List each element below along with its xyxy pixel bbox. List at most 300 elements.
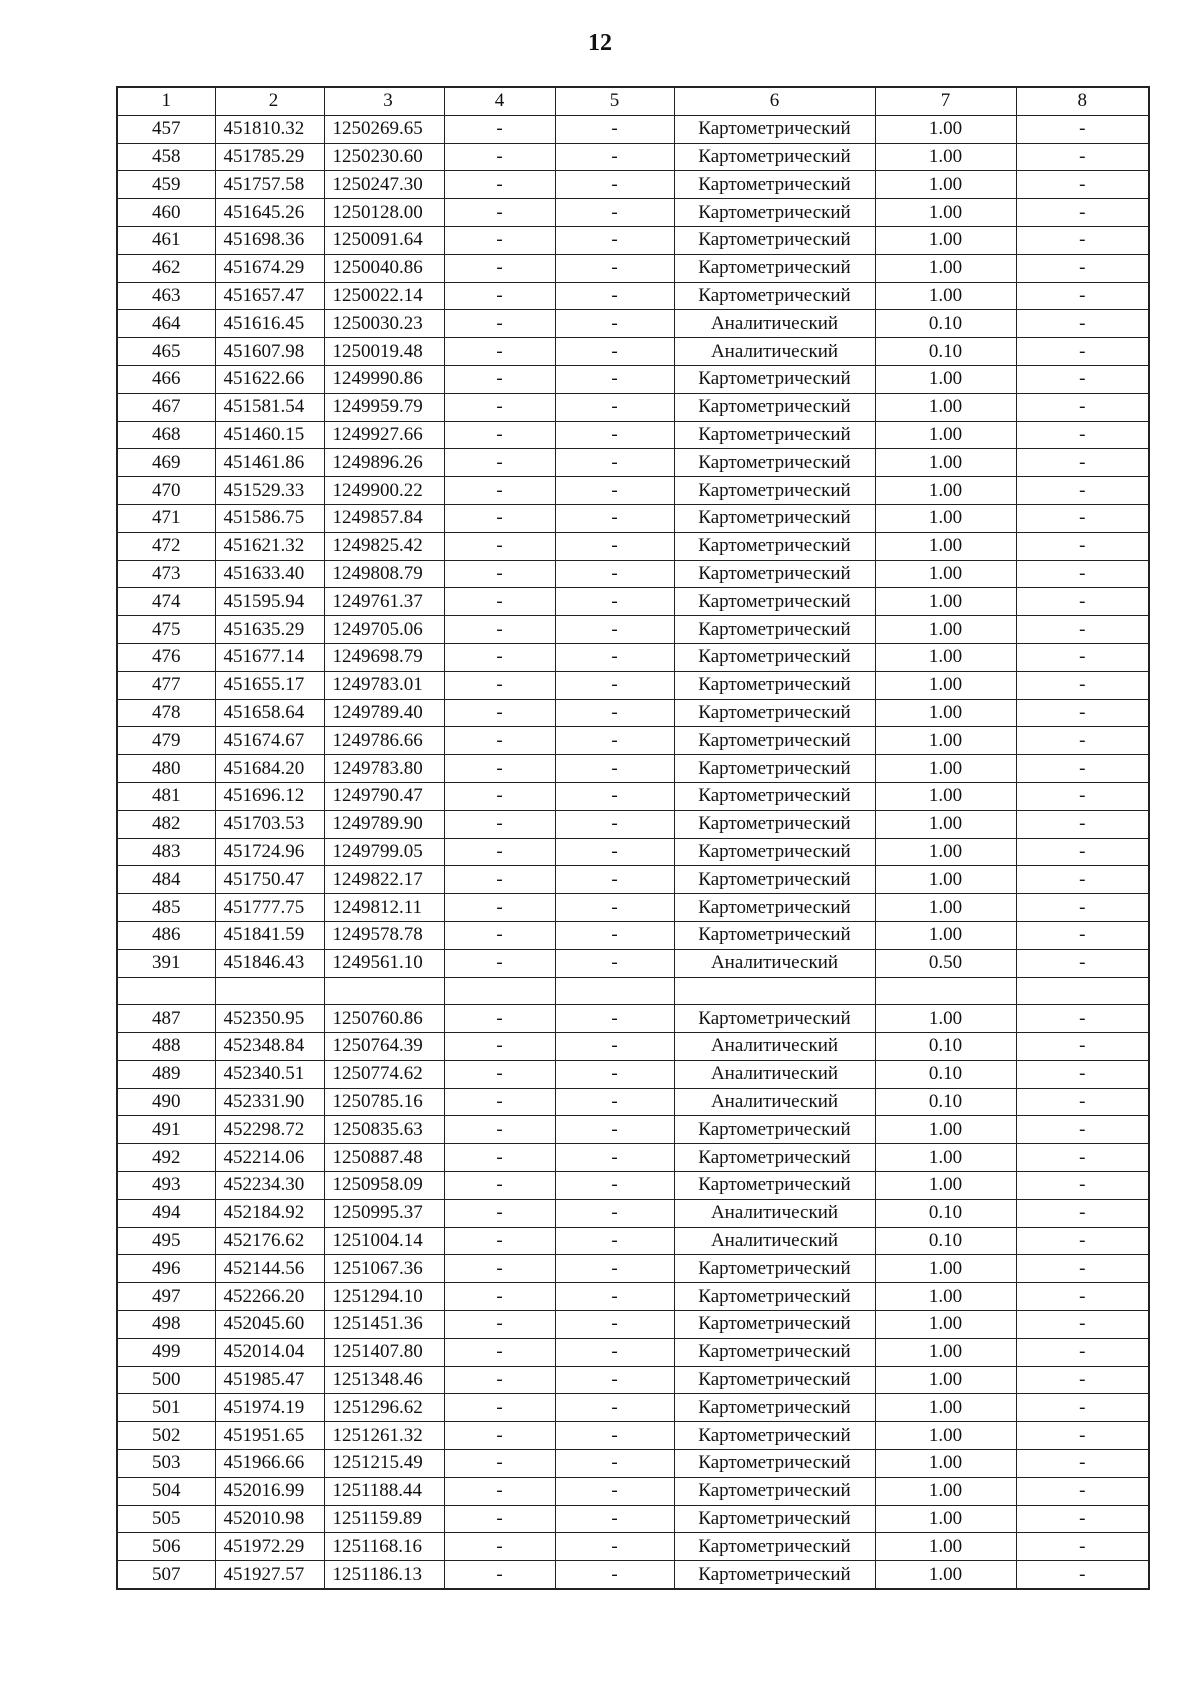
x-coordinate-cell: 452350.95 (215, 1005, 324, 1033)
y-coordinate-cell: 1249561.10 (324, 949, 444, 977)
col5-cell: - (555, 560, 674, 588)
col8-cell: - (1016, 1338, 1149, 1366)
point-number-cell: 484 (117, 866, 215, 894)
col5-cell: - (555, 1088, 674, 1116)
col4-cell: - (444, 1116, 555, 1144)
col4-cell: - (444, 310, 555, 338)
method-cell: Картометрический (674, 1561, 875, 1589)
x-coordinate-cell: 451972.29 (215, 1533, 324, 1561)
col8-cell: - (1016, 782, 1149, 810)
column-header: 3 (324, 87, 444, 115)
y-coordinate-cell: 1249783.01 (324, 671, 444, 699)
accuracy-cell: 1.00 (875, 1394, 1016, 1422)
x-coordinate-cell: 452234.30 (215, 1172, 324, 1200)
col8-cell: - (1016, 1060, 1149, 1088)
accuracy-cell: 1.00 (875, 1505, 1016, 1533)
x-coordinate-cell: 451460.15 (215, 421, 324, 449)
accuracy-cell: 1.00 (875, 393, 1016, 421)
table-row (117, 671, 1149, 699)
y-coordinate-cell: 1249789.40 (324, 699, 444, 727)
point-number-cell: 473 (117, 560, 215, 588)
col5-cell: - (555, 1283, 674, 1311)
table-row (117, 838, 1149, 866)
col8-cell: - (1016, 699, 1149, 727)
x-coordinate-cell (215, 977, 324, 1005)
y-coordinate-cell: 1251159.89 (324, 1505, 444, 1533)
col5-cell: - (555, 477, 674, 505)
y-coordinate-cell: 1249990.86 (324, 365, 444, 393)
col4-cell: - (444, 1005, 555, 1033)
accuracy-cell: 0.10 (875, 1060, 1016, 1088)
x-coordinate-cell: 451698.36 (215, 226, 324, 254)
col8-cell: - (1016, 755, 1149, 783)
x-coordinate-cell: 452010.98 (215, 1505, 324, 1533)
y-coordinate-cell: 1249822.17 (324, 866, 444, 894)
col4-cell: - (444, 365, 555, 393)
col4-cell: - (444, 1283, 555, 1311)
col4-cell: - (444, 782, 555, 810)
point-number-cell: 490 (117, 1088, 215, 1116)
x-coordinate-cell: 451846.43 (215, 949, 324, 977)
col5-cell: - (555, 1477, 674, 1505)
point-number-cell: 481 (117, 782, 215, 810)
accuracy-cell: 0.10 (875, 1199, 1016, 1227)
x-coordinate-cell: 452045.60 (215, 1311, 324, 1339)
table-row (117, 532, 1149, 560)
y-coordinate-cell: 1251067.36 (324, 1255, 444, 1283)
x-coordinate-cell: 451674.29 (215, 254, 324, 282)
table-row (117, 560, 1149, 588)
col8-cell: - (1016, 477, 1149, 505)
table-row (117, 894, 1149, 922)
method-cell: Картометрический (674, 365, 875, 393)
y-coordinate-cell: 1249578.78 (324, 921, 444, 949)
method-cell: Аналитический (674, 310, 875, 338)
accuracy-cell: 1.00 (875, 1116, 1016, 1144)
y-coordinate-cell: 1250022.14 (324, 282, 444, 310)
col5-cell: - (555, 866, 674, 894)
col4-cell: - (444, 199, 555, 227)
y-coordinate-cell: 1249825.42 (324, 532, 444, 560)
accuracy-cell: 1.00 (875, 616, 1016, 644)
page-number: 12 (588, 30, 612, 56)
col4-cell: - (444, 838, 555, 866)
point-number-cell: 491 (117, 1116, 215, 1144)
col4-cell: - (444, 1366, 555, 1394)
col8-cell: - (1016, 1366, 1149, 1394)
col4-cell: - (444, 1033, 555, 1061)
point-number-cell: 483 (117, 838, 215, 866)
col4-cell: - (444, 616, 555, 644)
method-cell: Картометрический (674, 1477, 875, 1505)
column-header: 1 (117, 87, 215, 115)
col4-cell: - (444, 671, 555, 699)
col8-cell: - (1016, 504, 1149, 532)
accuracy-cell: 1.00 (875, 921, 1016, 949)
y-coordinate-cell: 1250785.16 (324, 1088, 444, 1116)
col5-cell: - (555, 755, 674, 783)
col8-cell: - (1016, 1172, 1149, 1200)
accuracy-cell: 1.00 (875, 449, 1016, 477)
point-number-cell: 480 (117, 755, 215, 783)
point-number-cell: 458 (117, 143, 215, 171)
col4-cell: - (444, 1422, 555, 1450)
x-coordinate-cell: 451658.64 (215, 699, 324, 727)
y-coordinate-cell: 1251451.36 (324, 1311, 444, 1339)
col4-cell: - (444, 338, 555, 366)
col5-cell: - (555, 949, 674, 977)
method-cell: Картометрический (674, 1505, 875, 1533)
table-row (117, 1366, 1149, 1394)
y-coordinate-cell: 1251296.62 (324, 1394, 444, 1422)
col5-cell: - (555, 782, 674, 810)
accuracy-cell: 1.00 (875, 171, 1016, 199)
col5-cell: - (555, 199, 674, 227)
table-row (117, 1033, 1149, 1061)
col8-cell: - (1016, 338, 1149, 366)
table-row (117, 449, 1149, 477)
table-row (117, 171, 1149, 199)
col5-cell: - (555, 1227, 674, 1255)
col8-cell: - (1016, 866, 1149, 894)
x-coordinate-cell: 452144.56 (215, 1255, 324, 1283)
point-number-cell: 477 (117, 671, 215, 699)
table-row (117, 1505, 1149, 1533)
point-number-cell: 469 (117, 449, 215, 477)
accuracy-cell: 1.00 (875, 421, 1016, 449)
col5-cell: - (555, 1116, 674, 1144)
col8-cell: - (1016, 838, 1149, 866)
col8-cell: - (1016, 1033, 1149, 1061)
y-coordinate-cell: 1249705.06 (324, 616, 444, 644)
accuracy-cell: 1.00 (875, 1283, 1016, 1311)
col8-cell: - (1016, 810, 1149, 838)
point-number-cell: 476 (117, 643, 215, 671)
x-coordinate-cell: 452331.90 (215, 1088, 324, 1116)
col8-cell: - (1016, 226, 1149, 254)
point-number-cell: 486 (117, 921, 215, 949)
x-coordinate-cell: 451696.12 (215, 782, 324, 810)
method-cell: Картометрический (674, 1172, 875, 1200)
point-number-cell: 497 (117, 1283, 215, 1311)
table-row (117, 310, 1149, 338)
table-row (117, 115, 1149, 143)
method-cell: Картометрический (674, 1366, 875, 1394)
x-coordinate-cell: 451655.17 (215, 671, 324, 699)
y-coordinate-cell: 1250887.48 (324, 1144, 444, 1172)
col8-cell: - (1016, 1227, 1149, 1255)
accuracy-cell: 1.00 (875, 894, 1016, 922)
col8-cell: - (1016, 643, 1149, 671)
table-row (117, 921, 1149, 949)
col4-cell: - (444, 1172, 555, 1200)
y-coordinate-cell: 1251261.32 (324, 1422, 444, 1450)
table-row (117, 699, 1149, 727)
col4-cell: - (444, 1088, 555, 1116)
y-coordinate-cell: 1250995.37 (324, 1199, 444, 1227)
point-number-cell: 467 (117, 393, 215, 421)
table-row (117, 504, 1149, 532)
point-number-cell: 501 (117, 1394, 215, 1422)
col5-cell: - (555, 588, 674, 616)
col8-cell: - (1016, 1533, 1149, 1561)
column-header: 2 (215, 87, 324, 115)
col4-cell: - (444, 226, 555, 254)
col4-cell: - (444, 1311, 555, 1339)
col4-cell: - (444, 504, 555, 532)
col8-cell: - (1016, 671, 1149, 699)
col8-cell: - (1016, 171, 1149, 199)
col4-cell: - (444, 699, 555, 727)
col8-cell: - (1016, 1477, 1149, 1505)
accuracy-cell: 1.00 (875, 727, 1016, 755)
method-cell: Картометрический (674, 866, 875, 894)
column-header: 5 (555, 87, 674, 115)
table-row (117, 1311, 1149, 1339)
y-coordinate-cell: 1251168.16 (324, 1533, 444, 1561)
point-number-cell: 472 (117, 532, 215, 560)
col5-cell: - (555, 1005, 674, 1033)
accuracy-cell: 1.00 (875, 1005, 1016, 1033)
accuracy-cell: 1.00 (875, 1172, 1016, 1200)
method-cell: Картометрический (674, 226, 875, 254)
point-number-cell: 471 (117, 504, 215, 532)
x-coordinate-cell: 451529.33 (215, 477, 324, 505)
y-coordinate-cell: 1249783.80 (324, 755, 444, 783)
x-coordinate-cell: 451581.54 (215, 393, 324, 421)
y-coordinate-cell: 1249812.11 (324, 894, 444, 922)
table-row (117, 477, 1149, 505)
point-number-cell: 498 (117, 1311, 215, 1339)
accuracy-cell: 1.00 (875, 1255, 1016, 1283)
table-row (117, 1088, 1149, 1116)
table-row (117, 393, 1149, 421)
col4-cell: - (444, 1505, 555, 1533)
col5-cell: - (555, 1338, 674, 1366)
y-coordinate-cell: 1249900.22 (324, 477, 444, 505)
method-cell: Картометрический (674, 782, 875, 810)
x-coordinate-cell: 452176.62 (215, 1227, 324, 1255)
col4-cell: - (444, 282, 555, 310)
accuracy-cell: 0.10 (875, 1227, 1016, 1255)
col8-cell: - (1016, 1255, 1149, 1283)
col4-cell: - (444, 1394, 555, 1422)
y-coordinate-cell: 1250835.63 (324, 1116, 444, 1144)
point-number-cell: 496 (117, 1255, 215, 1283)
table-row (117, 1199, 1149, 1227)
x-coordinate-cell: 451703.53 (215, 810, 324, 838)
col4-cell: - (444, 810, 555, 838)
col4-cell: - (444, 1338, 555, 1366)
accuracy-cell: 1.00 (875, 755, 1016, 783)
col8-cell: - (1016, 1394, 1149, 1422)
col5-cell (555, 977, 674, 1005)
col8-cell: - (1016, 727, 1149, 755)
y-coordinate-cell: 1249789.90 (324, 810, 444, 838)
x-coordinate-cell: 451635.29 (215, 616, 324, 644)
y-coordinate-cell: 1251004.14 (324, 1227, 444, 1255)
method-cell: Картометрический (674, 921, 875, 949)
method-cell: Картометрический (674, 1394, 875, 1422)
accuracy-cell: 1.00 (875, 866, 1016, 894)
table-row (117, 810, 1149, 838)
accuracy-cell: 1.00 (875, 588, 1016, 616)
col4-cell: - (444, 921, 555, 949)
table-row (117, 143, 1149, 171)
table-row (117, 254, 1149, 282)
point-number-cell: 488 (117, 1033, 215, 1061)
accuracy-cell: 1.00 (875, 365, 1016, 393)
x-coordinate-cell: 451777.75 (215, 894, 324, 922)
col5-cell: - (555, 838, 674, 866)
x-coordinate-cell: 451951.65 (215, 1422, 324, 1450)
table-row (117, 1227, 1149, 1255)
method-cell: Картометрический (674, 838, 875, 866)
table-row (117, 1116, 1149, 1144)
col5-cell: - (555, 1394, 674, 1422)
point-number-cell: 457 (117, 115, 215, 143)
point-number-cell: 465 (117, 338, 215, 366)
accuracy-cell: 1.00 (875, 226, 1016, 254)
method-cell: Картометрический (674, 1450, 875, 1478)
col8-cell: - (1016, 199, 1149, 227)
col5-cell: - (555, 1422, 674, 1450)
y-coordinate-cell: 1251188.44 (324, 1477, 444, 1505)
x-coordinate-cell: 451595.94 (215, 588, 324, 616)
method-cell: Картометрический (674, 1533, 875, 1561)
col8-cell: - (1016, 560, 1149, 588)
x-coordinate-cell: 451757.58 (215, 171, 324, 199)
x-coordinate-cell: 451684.20 (215, 755, 324, 783)
point-number-cell: 489 (117, 1060, 215, 1088)
method-cell: Картометрический (674, 477, 875, 505)
x-coordinate-cell: 451985.47 (215, 1366, 324, 1394)
coordinates-table (116, 86, 1150, 1590)
col4-cell: - (444, 254, 555, 282)
col4-cell: - (444, 143, 555, 171)
accuracy-cell: 1.00 (875, 1422, 1016, 1450)
method-cell: Аналитический (674, 1227, 875, 1255)
table-row (117, 727, 1149, 755)
col8-cell: - (1016, 532, 1149, 560)
point-number-cell (117, 977, 215, 1005)
method-cell: Картометрический (674, 1283, 875, 1311)
table-row (117, 755, 1149, 783)
col4-cell: - (444, 1533, 555, 1561)
accuracy-cell: 1.00 (875, 532, 1016, 560)
method-cell: Картометрический (674, 421, 875, 449)
col5-cell: - (555, 810, 674, 838)
x-coordinate-cell: 452340.51 (215, 1060, 324, 1088)
col4-cell: - (444, 588, 555, 616)
col4-cell: - (444, 1227, 555, 1255)
col4-cell: - (444, 727, 555, 755)
x-coordinate-cell: 451461.86 (215, 449, 324, 477)
accuracy-cell: 1.00 (875, 1533, 1016, 1561)
col5-cell: - (555, 338, 674, 366)
point-number-cell: 505 (117, 1505, 215, 1533)
accuracy-cell: 1.00 (875, 1311, 1016, 1339)
point-number-cell: 502 (117, 1422, 215, 1450)
table-row (117, 365, 1149, 393)
x-coordinate-cell: 451622.66 (215, 365, 324, 393)
col8-cell: - (1016, 1450, 1149, 1478)
col8-cell (1016, 977, 1149, 1005)
method-cell: Аналитический (674, 1060, 875, 1088)
accuracy-cell: 1.00 (875, 254, 1016, 282)
col8-cell: - (1016, 1144, 1149, 1172)
col5-cell: - (555, 1060, 674, 1088)
column-header: 8 (1016, 87, 1149, 115)
x-coordinate-cell: 452184.92 (215, 1199, 324, 1227)
col5-cell: - (555, 504, 674, 532)
col4-cell: - (444, 755, 555, 783)
column-header: 4 (444, 87, 555, 115)
col4-cell: - (444, 393, 555, 421)
table-row (117, 1005, 1149, 1033)
x-coordinate-cell: 451974.19 (215, 1394, 324, 1422)
col4-cell: - (444, 1450, 555, 1478)
x-coordinate-cell: 451841.59 (215, 921, 324, 949)
y-coordinate-cell: 1249698.79 (324, 643, 444, 671)
col4-cell (444, 977, 555, 1005)
accuracy-cell: 0.10 (875, 310, 1016, 338)
method-cell: Картометрический (674, 199, 875, 227)
col8-cell: - (1016, 449, 1149, 477)
y-coordinate-cell: 1249786.66 (324, 727, 444, 755)
y-coordinate-cell: 1250269.65 (324, 115, 444, 143)
col5-cell: - (555, 171, 674, 199)
col8-cell: - (1016, 1422, 1149, 1450)
method-cell: Картометрический (674, 671, 875, 699)
method-cell: Картометрический (674, 643, 875, 671)
col8-cell: - (1016, 1199, 1149, 1227)
x-coordinate-cell: 451621.32 (215, 532, 324, 560)
accuracy-cell: 1.00 (875, 782, 1016, 810)
col5-cell: - (555, 1450, 674, 1478)
method-cell: Картометрический (674, 1311, 875, 1339)
x-coordinate-cell: 452016.99 (215, 1477, 324, 1505)
col5-cell: - (555, 727, 674, 755)
table-row (117, 866, 1149, 894)
col4-cell: - (444, 1060, 555, 1088)
table-row (117, 1144, 1149, 1172)
point-number-cell: 494 (117, 1199, 215, 1227)
col8-cell: - (1016, 1088, 1149, 1116)
y-coordinate-cell: 1250230.60 (324, 143, 444, 171)
y-coordinate-cell: 1250958.09 (324, 1172, 444, 1200)
col5-cell: - (555, 1561, 674, 1589)
col5-cell: - (555, 1033, 674, 1061)
col8-cell: - (1016, 1505, 1149, 1533)
col4-cell: - (444, 949, 555, 977)
col5-cell: - (555, 699, 674, 727)
col4-cell: - (444, 171, 555, 199)
col4-cell: - (444, 449, 555, 477)
accuracy-cell: 1.00 (875, 810, 1016, 838)
point-number-cell: 504 (117, 1477, 215, 1505)
col8-cell: - (1016, 1561, 1149, 1589)
col5-cell: - (555, 310, 674, 338)
col5-cell: - (555, 643, 674, 671)
point-number-cell: 478 (117, 699, 215, 727)
point-number-cell: 460 (117, 199, 215, 227)
table-row (117, 282, 1149, 310)
table-header-row (117, 87, 1149, 115)
col8-cell: - (1016, 1283, 1149, 1311)
y-coordinate-cell: 1251294.10 (324, 1283, 444, 1311)
table-row (117, 1255, 1149, 1283)
